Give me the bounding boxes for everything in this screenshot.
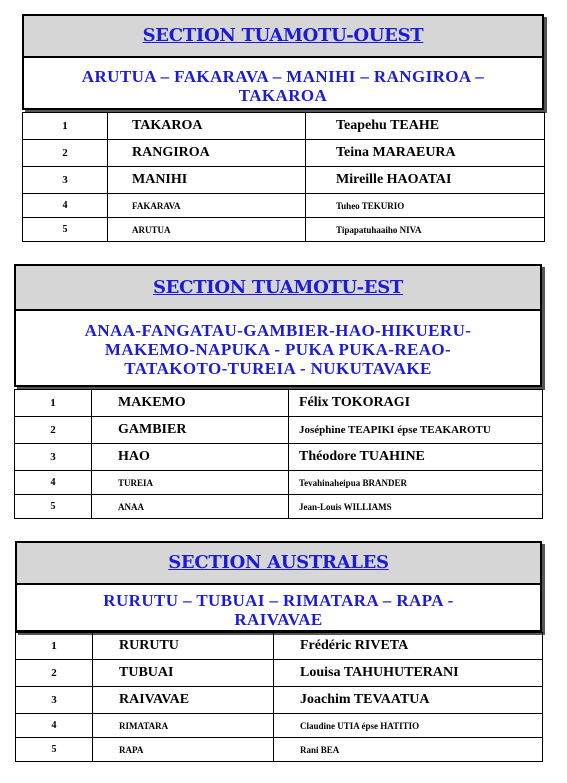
row-number: 5 <box>23 218 108 242</box>
row-number: 2 <box>23 140 108 167</box>
section-title: SECTION AUSTRALES <box>168 552 389 573</box>
delegate-name: Claudine UTIA épse HATITIO <box>274 714 543 738</box>
island-name: RURUTU <box>93 633 274 660</box>
subtitle-line: ANAA-FANGATAU-GAMBIER-HAO-HIKUERU- <box>84 321 472 340</box>
subtitle-line: RAIVAVAE <box>234 610 323 629</box>
island-name: RIMATARA <box>93 714 274 738</box>
table-row <box>16 633 543 660</box>
table-row <box>15 471 543 495</box>
table-row <box>16 687 543 714</box>
section-title: SECTION TUAMOTU-OUEST <box>142 25 424 46</box>
island-name: ARUTUA <box>108 218 306 242</box>
island-name: MAKEMO <box>92 390 289 417</box>
row-number: 4 <box>15 471 92 495</box>
section-title-bar <box>24 16 542 58</box>
subtitle-line: TAKAROA <box>238 86 328 105</box>
row-number: 2 <box>16 660 93 687</box>
section-title-bar <box>17 543 540 585</box>
island-name: RAIVAVAE <box>93 687 274 714</box>
subtitle-line: ARUTUA – FAKARAVA – MANIHI – RANGIROA – <box>81 67 485 86</box>
section-title: SECTION TUAMOTU-EST <box>152 277 404 298</box>
table-row <box>23 113 545 140</box>
section-header <box>14 264 542 387</box>
delegate-name: Jean-Louis WILLIAMS <box>289 495 543 519</box>
island-name: GAMBIER <box>92 417 289 444</box>
row-number: 5 <box>15 495 92 519</box>
delegate-name: Félix TOKORAGI <box>289 390 543 417</box>
table-row <box>23 218 545 242</box>
members-table <box>15 632 543 762</box>
table-row <box>16 738 543 762</box>
section-title-bar <box>16 266 540 311</box>
subtitle-line: TATAKOTO-TUREIA - NUKUTAVAKE <box>124 359 432 378</box>
delegate-name: Joachim TEVAATUA <box>274 687 543 714</box>
table-row <box>16 660 543 687</box>
subtitle-line: MAKEMO-NAPUKA - PUKA PUKA-REAO- <box>104 340 452 359</box>
delegate-name: Louisa TAHUHUTERANI <box>274 660 543 687</box>
section-australes <box>15 541 542 763</box>
table-row <box>23 140 545 167</box>
section-tuamotu-ouest <box>22 14 544 240</box>
members-table <box>22 112 545 242</box>
row-number: 1 <box>16 633 93 660</box>
row-number: 1 <box>23 113 108 140</box>
section-subtitle <box>24 58 542 105</box>
row-number: 3 <box>15 444 92 471</box>
table-row <box>23 167 545 194</box>
section-subtitle <box>16 311 540 378</box>
row-number: 3 <box>16 687 93 714</box>
members-table <box>14 389 543 519</box>
delegate-name: Tevahinaheipua BRANDER <box>289 471 543 495</box>
row-number: 1 <box>15 390 92 417</box>
island-name: TUREIA <box>92 471 289 495</box>
island-name: HAO <box>92 444 289 471</box>
island-name: TUBUAI <box>93 660 274 687</box>
island-name: TAKAROA <box>108 113 306 140</box>
island-name: RANGIROA <box>108 140 306 167</box>
island-name: FAKARAVA <box>108 194 306 218</box>
delegate-name: Mireille HAOATAI <box>306 167 545 194</box>
row-number: 2 <box>15 417 92 444</box>
delegate-name: Rani BEA <box>274 738 543 762</box>
table-row <box>15 390 543 417</box>
delegate-name: Tuheo TEKURIO <box>306 194 545 218</box>
row-number: 4 <box>16 714 93 738</box>
delegate-name: Théodore TUAHINE <box>289 444 543 471</box>
delegate-name: Frédéric RIVETA <box>274 633 543 660</box>
island-name: MANIHI <box>108 167 306 194</box>
section-header <box>22 14 544 110</box>
table-row <box>15 444 543 471</box>
row-number: 3 <box>23 167 108 194</box>
section-subtitle <box>17 585 540 629</box>
section-header <box>15 541 542 632</box>
delegate-name: Joséphine TEAPIKI épse TEAKAROTU <box>289 417 543 444</box>
table-row <box>15 417 543 444</box>
delegate-name: Tipapatuhaaiho NIVA <box>306 218 545 242</box>
delegate-name: Teapehu TEAHE <box>306 113 545 140</box>
table-row <box>16 714 543 738</box>
row-number: 5 <box>16 738 93 762</box>
table-row <box>23 194 545 218</box>
table-row <box>15 495 543 519</box>
section-tuamotu-est <box>14 264 542 518</box>
row-number: 4 <box>23 194 108 218</box>
island-name: ANAA <box>92 495 289 519</box>
delegate-name: Teina MARAEURA <box>306 140 545 167</box>
island-name: RAPA <box>93 738 274 762</box>
subtitle-line: RURUTU – TUBUAI – RIMATARA – RAPA - <box>103 591 454 610</box>
